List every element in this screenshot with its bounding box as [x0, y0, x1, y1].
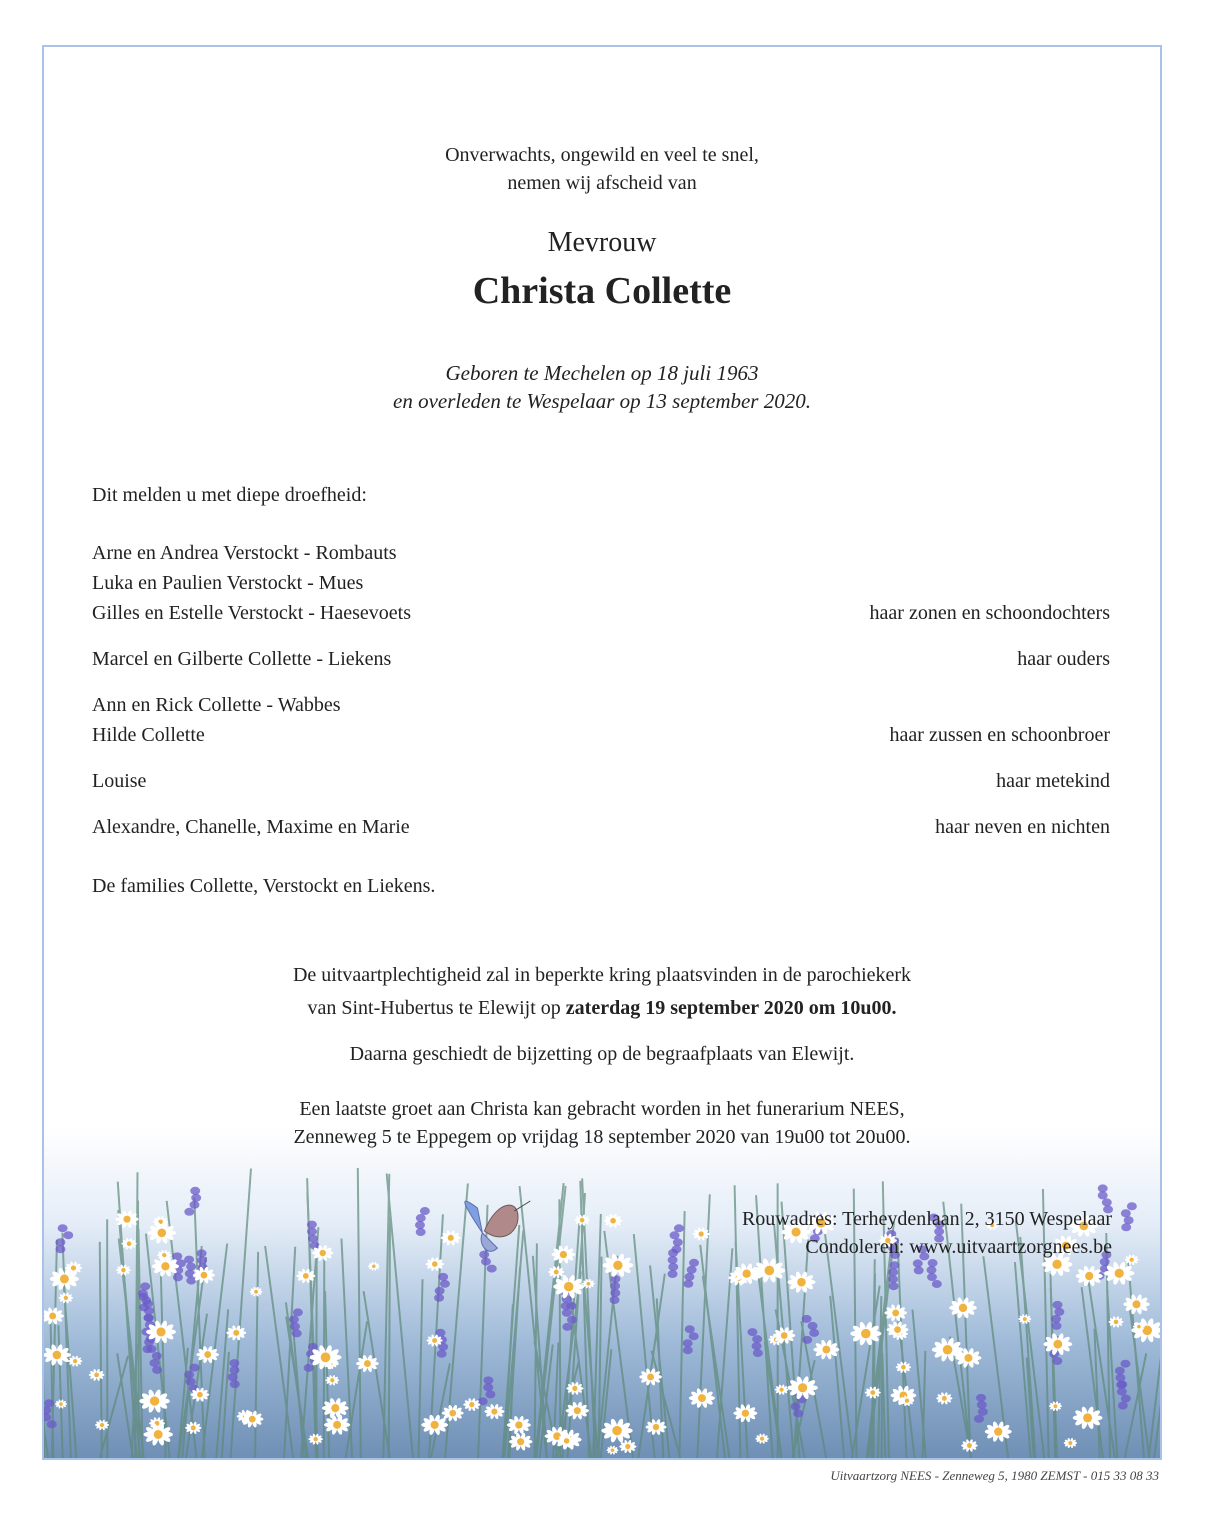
- vetch-flower: [1052, 1301, 1062, 1309]
- vetch-flower: [139, 1293, 149, 1301]
- vetch-flower: [974, 1415, 984, 1423]
- life-dates: [44, 359, 1160, 415]
- vetch-flower: [670, 1231, 680, 1239]
- vetch-flower: [752, 1342, 762, 1350]
- family-group: [92, 690, 1110, 750]
- vetch-flower: [685, 1325, 695, 1333]
- vetch-flower: [55, 1238, 65, 1246]
- vetch-flower: [927, 1273, 937, 1281]
- vetch-flower: [668, 1256, 678, 1264]
- vetch-flower: [1052, 1322, 1062, 1330]
- vetch-flower: [230, 1366, 240, 1374]
- vetch-flower: [1120, 1360, 1130, 1368]
- vetch-flower: [927, 1266, 937, 1274]
- vetch-flower: [674, 1224, 684, 1232]
- vetch-flower: [791, 1402, 801, 1410]
- vetch-flower: [802, 1336, 812, 1344]
- vetch-flower: [1121, 1209, 1131, 1217]
- ceremony-line-2: [44, 992, 1160, 1025]
- family-relation: haar zussen en schoonbroer: [889, 724, 1110, 746]
- vetch-flower: [140, 1282, 150, 1290]
- deceased-name: Christa Collette: [472, 270, 732, 312]
- death-line: en overleden te Wespelaar op 13 september 2020.: [393, 389, 811, 413]
- vetch-flower: [683, 1346, 693, 1354]
- vetch-flower: [610, 1275, 620, 1283]
- obituary-card: [42, 45, 1162, 1460]
- family-relation: haar neven en nichten: [935, 816, 1110, 838]
- grass-blade: [389, 1217, 390, 1458]
- family-member: Arne en Andrea Verstockt - Rombauts: [92, 542, 397, 564]
- vetch-flower: [668, 1263, 678, 1271]
- vetch-flower: [1115, 1374, 1125, 1382]
- family-member: Luka en Paulien Verstockt - Mues: [92, 572, 364, 594]
- vetch-flower: [485, 1390, 495, 1398]
- vetch-flower: [1051, 1315, 1061, 1323]
- vetch-flower: [683, 1339, 693, 1347]
- vetch-flower: [1115, 1367, 1125, 1375]
- vetch-flower: [684, 1273, 694, 1281]
- vetch-flower: [440, 1280, 450, 1288]
- vetch-flower: [562, 1309, 572, 1317]
- family-list: [92, 538, 1110, 858]
- families-line: De families Collette, Verstockt en Liekens.: [92, 875, 436, 897]
- vetch-flower: [1098, 1184, 1108, 1192]
- vetch-flower: [978, 1408, 988, 1416]
- vetch-flower: [888, 1275, 898, 1283]
- vetch-flower: [1118, 1402, 1128, 1410]
- vetch-flower: [610, 1296, 620, 1304]
- vetch-flower: [689, 1259, 699, 1267]
- vetch-flower: [230, 1380, 240, 1388]
- vetch-flower: [673, 1238, 683, 1246]
- mourning-address: Rouwadres: Terheydenlaan 2, 3150 Wespelaar: [741, 1208, 1112, 1230]
- vetch-flower: [1121, 1223, 1131, 1231]
- vetch-flower: [747, 1328, 757, 1336]
- vetch-flower: [172, 1252, 182, 1260]
- vetch-flower: [435, 1287, 445, 1295]
- ceremony-place: van Sint-Hubertus te Elewijt op: [307, 997, 566, 1019]
- family-relation: haar metekind: [996, 770, 1110, 792]
- vetch-flower: [189, 1364, 199, 1372]
- family-member: Alexandre, Chanelle, Maxime en Marie: [92, 816, 410, 838]
- vetch-flower: [683, 1280, 693, 1288]
- vetch-flower: [143, 1314, 153, 1322]
- vetch-flower: [753, 1349, 763, 1357]
- visit-line-2: Zenneweg 5 te Eppegem op vrijdag 18 september 2020 van 19u00 tot 20u00.: [293, 1126, 911, 1148]
- vetch-flower: [307, 1228, 317, 1236]
- vetch-flower: [809, 1329, 819, 1337]
- vetch-flower: [189, 1201, 199, 1209]
- vetch-flower: [304, 1364, 314, 1372]
- family-group: [92, 812, 1110, 842]
- family-group: [92, 644, 1110, 674]
- ceremony-datetime: zaterdag 19 september 2020 om 10u00.: [565, 997, 897, 1019]
- vetch-flower: [976, 1394, 986, 1402]
- vetch-flower: [672, 1245, 682, 1253]
- vetch-flower: [416, 1228, 426, 1236]
- vetch-flower: [610, 1282, 620, 1290]
- vetch-flower: [808, 1322, 818, 1330]
- vetch-flower: [292, 1329, 302, 1337]
- family-group: [92, 766, 1110, 796]
- vetch-flower: [793, 1409, 803, 1417]
- vetch-flower: [434, 1294, 444, 1302]
- vetch-flower: [483, 1376, 493, 1384]
- vetch-flower: [1052, 1357, 1062, 1365]
- vetch-flower: [1098, 1191, 1108, 1199]
- vetch-flower: [186, 1263, 196, 1271]
- family-relation: haar ouders: [1017, 648, 1110, 670]
- family-group: [92, 538, 1110, 628]
- intro-line-1: Onverwachts, ongewild en veel te snel,: [445, 144, 759, 166]
- vetch-flower: [437, 1350, 447, 1358]
- family-member: Louise: [92, 770, 147, 792]
- vetch-flower: [152, 1366, 162, 1374]
- vetch-flower: [184, 1371, 194, 1379]
- vetch-flower: [289, 1315, 299, 1323]
- vetch-flower: [479, 1251, 489, 1259]
- vetch-flower: [144, 1307, 154, 1315]
- funeral-home-footer: Uitvaartzorg NEES - Zenneweg 5, 1980 ZEMST - 015 33 08 33: [830, 1468, 1159, 1483]
- intro-text: [44, 141, 1160, 197]
- vetch-flower: [888, 1268, 898, 1276]
- vetch-flower: [186, 1378, 196, 1386]
- visit-line-1: Een laatste groet aan Christa kan gebracht worden in het funerarium NEES,: [299, 1098, 905, 1120]
- family-member: Gilles en Estelle Verstockt - Haesevoets: [92, 602, 411, 624]
- meadow-illustration: [44, 1128, 1160, 1458]
- vetch-flower: [977, 1401, 987, 1409]
- vetch-flower: [186, 1277, 196, 1285]
- vetch-flower: [1117, 1388, 1127, 1396]
- vetch-flower: [438, 1273, 448, 1281]
- vetch-flower: [416, 1214, 426, 1222]
- vetch-flower: [668, 1270, 678, 1278]
- vetch-flower: [1121, 1395, 1131, 1403]
- family-member: Marcel en Gilberte Collette - Liekens: [92, 648, 392, 670]
- vetch-flower: [308, 1235, 318, 1243]
- vetch-flower: [932, 1280, 942, 1288]
- vetch-flower: [47, 1420, 57, 1428]
- condolence-link[interactable]: Condoleren: www.uitvaartzorgnees.be: [805, 1236, 1112, 1258]
- visit-text: [44, 1095, 1160, 1151]
- vetch-flower: [483, 1383, 493, 1391]
- birth-line: Geboren te Mechelen op 18 juli 1963: [445, 361, 759, 385]
- vetch-flower: [307, 1221, 317, 1229]
- vetch-flower: [562, 1323, 572, 1331]
- vetch-flower: [173, 1273, 183, 1281]
- ceremony-line-1: De uitvaartplechtigheid zal in beperkte kring plaatsvinden in de parochiekerk: [292, 964, 912, 986]
- vetch-flower: [1127, 1202, 1137, 1210]
- vetch-flower: [293, 1308, 303, 1316]
- vetch-flower: [191, 1194, 201, 1202]
- burial-text: Daarna geschiedt de bijzetting op de begraafplaats van Elewijt.: [349, 1043, 855, 1065]
- vetch-flower: [197, 1249, 207, 1257]
- address-block: [742, 1205, 1112, 1261]
- vetch-flower: [147, 1345, 157, 1353]
- vetch-flower: [190, 1187, 200, 1195]
- announcement: Dit melden u met diepe droefheid:: [92, 484, 367, 506]
- vetch-flower: [802, 1315, 812, 1323]
- family-member: Hilde Collette: [92, 724, 205, 746]
- family-relation: haar zonen en schoondochters: [869, 602, 1110, 624]
- vetch-flower: [290, 1322, 300, 1330]
- vetch-flower: [914, 1266, 924, 1274]
- vetch-flower: [1054, 1308, 1064, 1316]
- grass-blade: [559, 1199, 560, 1458]
- vetch-flower: [143, 1300, 153, 1308]
- vetch-flower: [889, 1282, 899, 1290]
- vetch-flower: [144, 1338, 154, 1346]
- vetch-flower: [566, 1302, 576, 1310]
- vetch-flower: [415, 1221, 425, 1229]
- family-member: Ann en Rick Collette - Wabbes: [92, 694, 341, 716]
- vetch-flower: [487, 1265, 497, 1273]
- vetch-flower: [184, 1208, 194, 1216]
- vetch-flower: [610, 1289, 620, 1297]
- ceremony-text: [44, 959, 1160, 1025]
- vetch-flower: [152, 1352, 162, 1360]
- intro-line-2: nemen wij afscheid van: [507, 172, 697, 194]
- vetch-flower: [890, 1261, 900, 1269]
- vetch-flower: [63, 1231, 73, 1239]
- vetch-flower: [44, 1399, 54, 1407]
- vetch-flower: [197, 1256, 207, 1264]
- vetch-flower: [481, 1258, 491, 1266]
- vetch-flower: [567, 1316, 577, 1324]
- vetch-flower: [420, 1207, 430, 1215]
- vetch-flower: [228, 1373, 238, 1381]
- vetch-flower: [185, 1270, 195, 1278]
- vetch-flower: [689, 1332, 699, 1340]
- vetch-flower: [58, 1224, 68, 1232]
- vetch-flower: [55, 1245, 65, 1253]
- vetch-flower: [687, 1266, 697, 1274]
- vetch-flower: [229, 1359, 239, 1367]
- honorific: Mevrouw: [547, 227, 657, 258]
- vetch-flower: [1124, 1216, 1134, 1224]
- vetch-flower: [149, 1359, 159, 1367]
- vetch-flower: [1117, 1381, 1127, 1389]
- vetch-flower: [752, 1335, 762, 1343]
